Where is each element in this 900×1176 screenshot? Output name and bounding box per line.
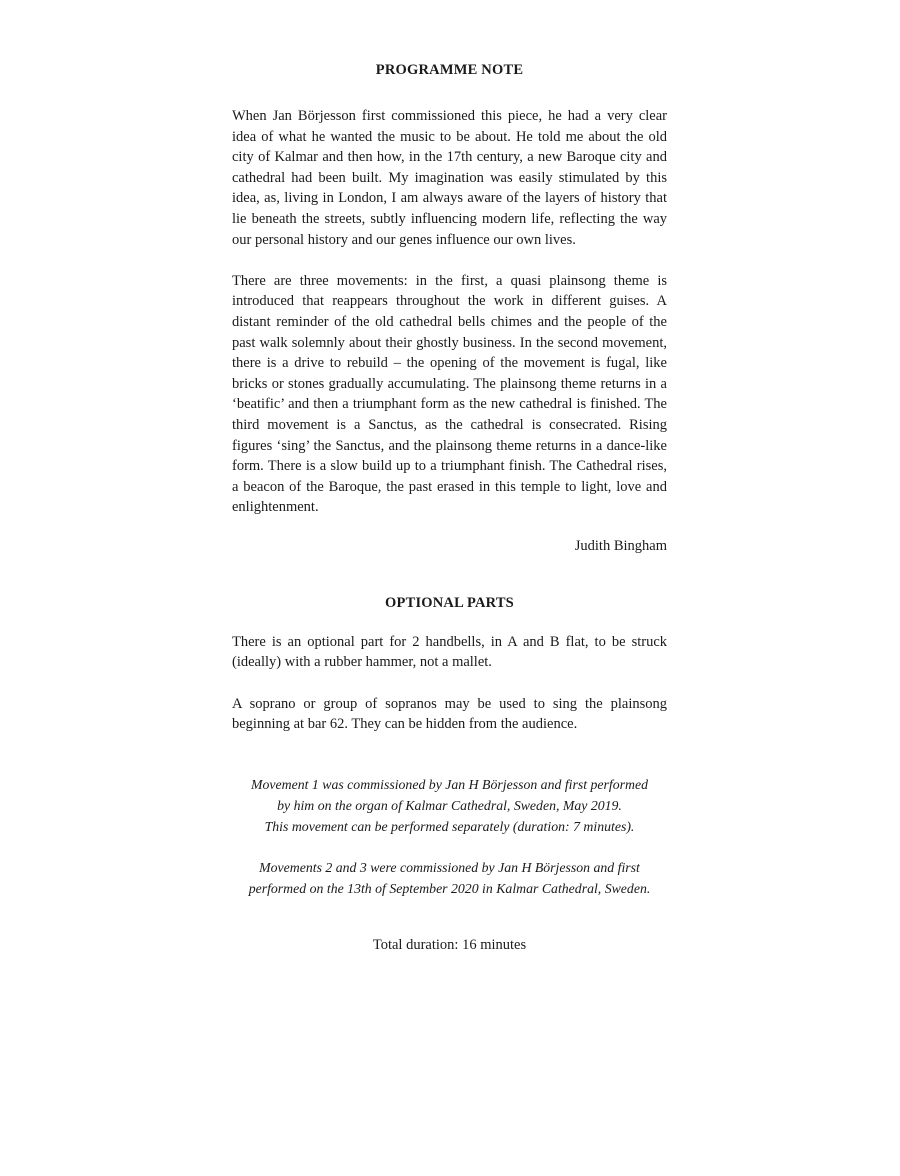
movements-2-3-line-1: Movements 2 and 3 were commissioned by Jan H Börjesson and first bbox=[259, 859, 640, 875]
optional-parts-paragraph-1: There is an optional part for 2 handbells, in A and B flat, to be struck (ideally) with a rubber hammer, not a mallet. bbox=[232, 633, 667, 671]
document-page bbox=[232, 62, 667, 954]
programme-note-heading: PROGRAMME NOTE bbox=[375, 62, 524, 78]
movement-1-line-1: Movement 1 was commissioned by Jan H Börjesson and first performed bbox=[251, 776, 648, 792]
programme-note-paragraph-1: When Jan Börjesson first commissioned this piece, he had a very clear idea of what he wanted the music to be about. He told me about the old city of Kalmar and then how, in the 17th century, a new Baroque city and cathedral had been built. My imagination was easily stimulated by this idea, as, living in London, I am always aware of the layers of history that lie beneath the streets, subtly influencing modern life, reflecting the way our personal history and our genes influence our own lives. bbox=[232, 108, 667, 248]
movements-2-3-line-2: performed on the 13th of September 2020 in Kalmar Cathedral, Sweden. bbox=[248, 880, 651, 896]
programme-note-paragraph-2: There are three movements: in the first, a quasi plainsong theme is introduced that reappears throughout the work in different guises. A distant reminder of the old cathedral bells chimes and the people of the past walk solemnly about their ghostly business. In the second movement, there is a drive to rebuild – the opening of the movement is fugal, like bricks or stones gradually accumulating. The plainsong theme returns in a ‘beatific’ and then a triumphant form as the new cathedral is finished. The third movement is a Sanctus, as the cathedral is consecrated. Rising figures ‘sing’ the Sanctus, and the plainsong theme returns in a dance-like form. There is a slow build up to a triumphant finish. The Cathedral rises, a beacon of the Baroque, the past erased in this temple to light, love and enlightenment. bbox=[232, 272, 667, 516]
movement-1-line-2: by him on the organ of Kalmar Cathedral, Sweden, May 2019. bbox=[277, 797, 622, 813]
optional-parts-heading: OPTIONAL PARTS bbox=[385, 594, 514, 611]
movements-2-3-commission-note bbox=[222, 857, 677, 899]
movement-1-line-3: This movement can be performed separately (duration: 7 minutes). bbox=[264, 818, 635, 834]
movement-1-commission-note bbox=[222, 774, 677, 837]
optional-parts-paragraph-2: A soprano or group of sopranos may be used to sing the plainsong beginning at bar 62. They can be hidden from the audience. bbox=[232, 695, 667, 733]
total-duration: Total duration: 16 minutes bbox=[372, 936, 527, 953]
author-signature: Judith Bingham bbox=[574, 537, 667, 554]
